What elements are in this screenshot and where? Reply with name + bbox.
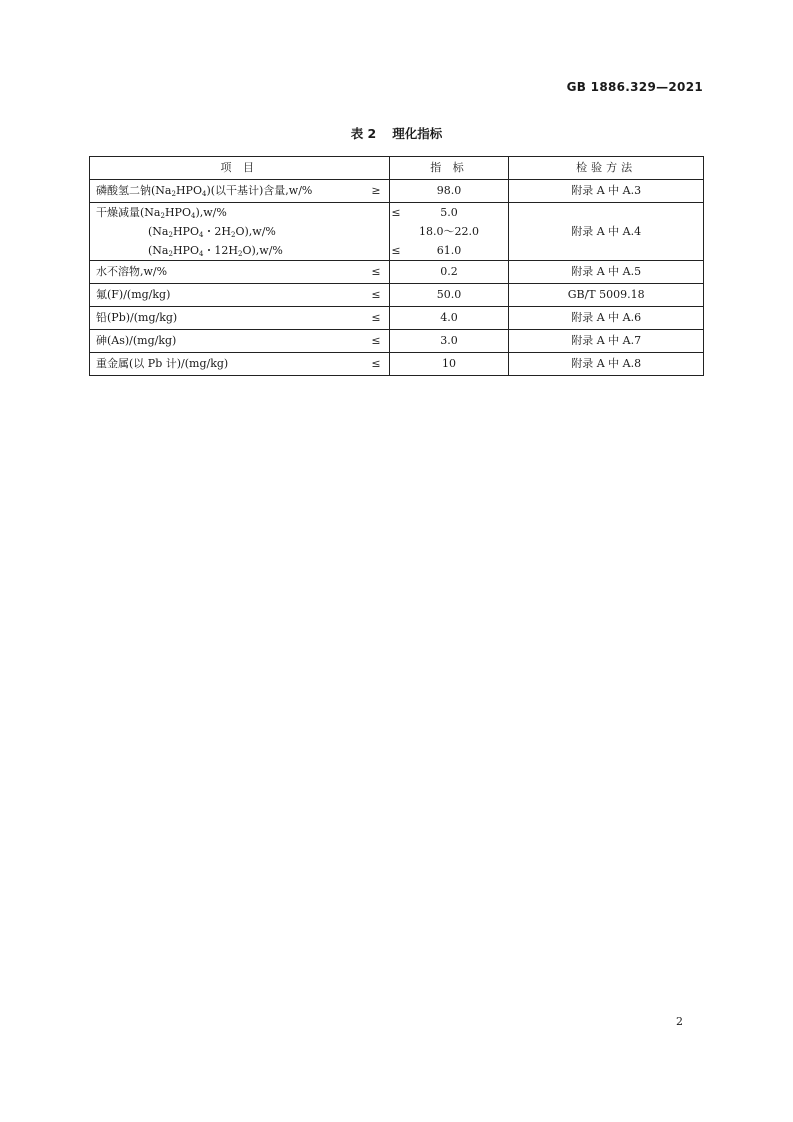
item-line: ($Na_2HPO_4$・$2H_2O),w/\%$ [148, 225, 276, 239]
table-row [90, 307, 704, 330]
comparison-sign: ≤ [371, 311, 381, 324]
item-cell [90, 203, 401, 261]
value-cell: 5.0 18.0～22.0 61.0 [389, 203, 509, 261]
method-cell: 附录 A 中 A.7 [509, 330, 704, 353]
table-header-row [90, 157, 704, 180]
method-cell: GB/T 5009.18 [509, 284, 704, 307]
table-row [90, 261, 704, 284]
physicochemical-spec-table [89, 156, 704, 376]
column-header-value: 指 标 [389, 157, 509, 180]
value-cell: 98.0 [389, 180, 509, 203]
comparison-sign: ≤ [371, 265, 381, 278]
table-row [90, 180, 704, 203]
value-cell: 3.0 [389, 330, 509, 353]
comparison-sign: ≤ [371, 334, 381, 347]
item-cell: 砷(As)/(mg/kg) ≤ [90, 330, 390, 353]
standard-number: GB 1886.329—2021 [566, 80, 703, 94]
method-cell: 附录 A 中 A.4 [509, 203, 704, 261]
value-cell: 0.2 [389, 261, 509, 284]
method-cell: 附录 A 中 A.3 [509, 180, 704, 203]
page-number: 2 [676, 1015, 683, 1028]
table-row [90, 203, 704, 261]
item-cell: 重金属(以 Pb 计)/(mg/kg) ≤ [90, 353, 390, 376]
comparison-sign: ≤ [391, 206, 401, 219]
table-row [90, 284, 704, 307]
item-line: ($Na_2HPO_4$・$12H_2O),w/\%$ ≤ [96, 241, 383, 260]
value-cell: 4.0 [389, 307, 509, 330]
item-cell: 水不溶物,w/% ≤ [90, 261, 390, 284]
method-cell: 附录 A 中 A.5 [509, 261, 704, 284]
table-number: 表 2 [350, 126, 377, 141]
column-header-method: 检验方法 [509, 157, 704, 180]
item-cell: 氟(F)/(mg/kg) ≤ [90, 284, 390, 307]
table-title: 理化指标 [392, 126, 443, 141]
item-cell: 铅(Pb)/(mg/kg) ≤ [90, 307, 390, 330]
value-cell: 50.0 [389, 284, 509, 307]
item-line: 干燥减量$(Na_2HPO_4),w/\%$ ≤ [96, 203, 383, 222]
table-row [90, 330, 704, 353]
method-cell: 附录 A 中 A.8 [509, 353, 704, 376]
comparison-sign: ≤ [371, 357, 381, 370]
item-cell: 磷酸氢二钠$(Na_2HPO_4)$(以干基计)含量,w/% ≥ [90, 180, 390, 203]
column-header-item: 项 目 [90, 157, 390, 180]
comparison-sign: ≤ [371, 288, 381, 301]
table-caption [0, 124, 793, 142]
table-row [90, 353, 704, 376]
value-cell: 10 [389, 353, 509, 376]
comparison-sign: ≤ [391, 244, 401, 257]
comparison-sign: ≥ [371, 184, 381, 197]
method-cell: 附录 A 中 A.6 [509, 307, 704, 330]
